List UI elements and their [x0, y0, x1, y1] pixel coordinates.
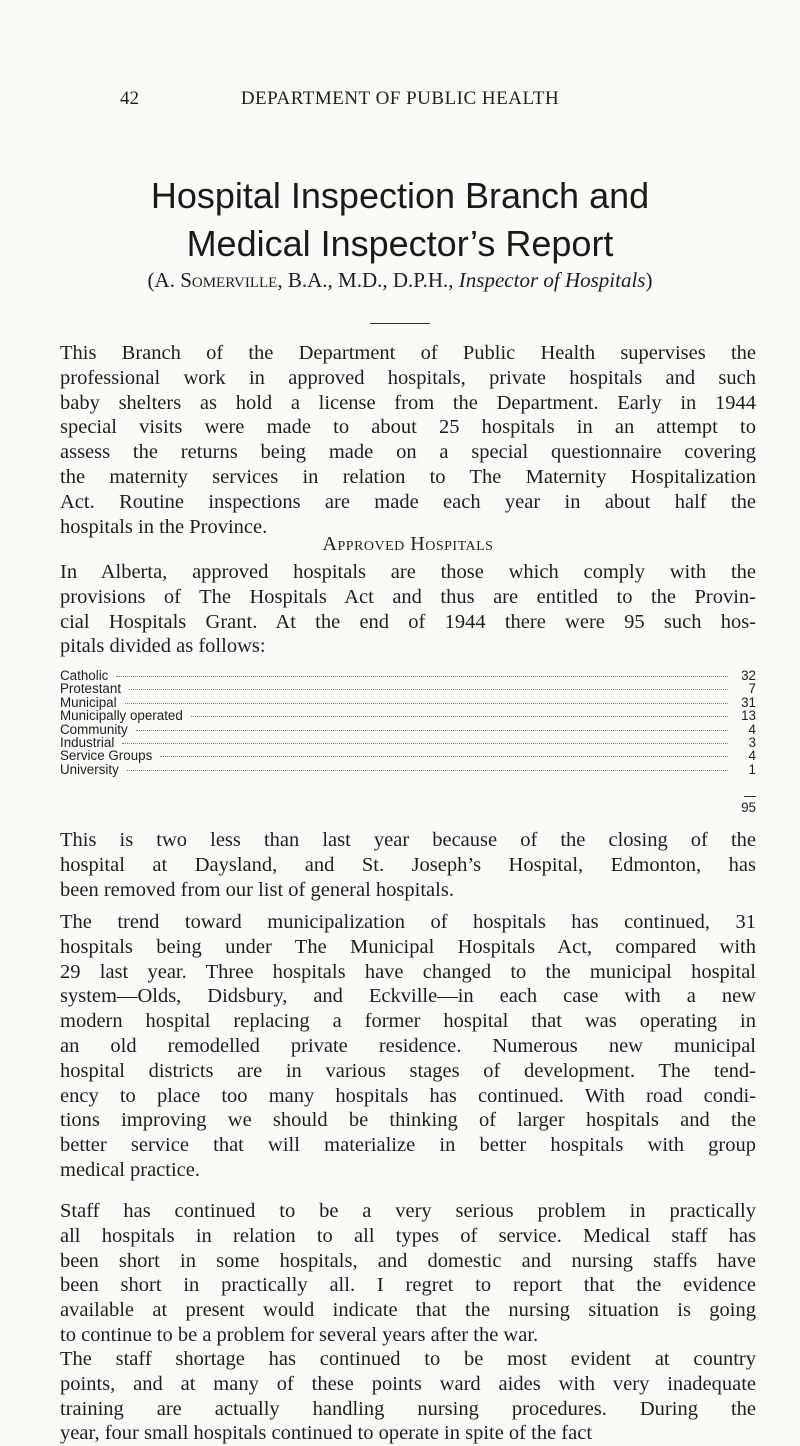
table-row	[60, 736, 756, 749]
staff-paragraph	[60, 1199, 756, 1348]
text-line: baby shelters as hold a license from the Department. Early in 1944	[60, 391, 756, 414]
text-line: pitals divided as follows:	[60, 635, 266, 658]
text-line: 29 last year. Three hospitals have changed to the municipal hospital	[60, 960, 756, 983]
category-count: 4	[748, 721, 756, 737]
category-label: Catholic	[60, 668, 109, 683]
hospital-count-table	[60, 668, 756, 815]
text-line: training are actually handling nursing procedures. During the	[60, 1397, 756, 1420]
category-label: Service Groups	[60, 748, 153, 764]
text-line: Act. Routine inspections are made each year in about half the	[60, 490, 756, 513]
category-count: 32	[741, 668, 756, 683]
category-count: 7	[748, 681, 756, 697]
text-line: hospitals being under The Municipal Hospitals Act, compared with	[60, 935, 756, 958]
text-line: provisions of The Hospitals Act and thus are entitled to the Provin-	[60, 585, 756, 608]
text-line: available at present would indicate that the nursing situation is going	[60, 1299, 756, 1322]
text-line: hospital at Daysland, and St. Joseph’s Hospital, Edmonton, has	[60, 853, 756, 876]
page-number: 42	[120, 88, 139, 109]
category-label: Protestant	[60, 681, 122, 697]
dot-leader	[125, 703, 728, 704]
dot-leader	[129, 689, 728, 690]
author-degrees: , B.A., M.D., D.P.H.,	[277, 268, 459, 292]
byline-close: )	[645, 268, 653, 292]
text-line: hospital districts are in various stages of development. The tend-	[60, 1059, 756, 1082]
text-line: professional work in approved hospitals, private hospitals and such	[60, 366, 756, 389]
text-line: This Branch of the Department of Public Health supervises the	[60, 342, 756, 364]
table-total: 95	[741, 800, 756, 815]
closing-paragraph	[60, 828, 756, 902]
text-line: been short in some hospitals, and domestic and nursing staffs have	[60, 1249, 756, 1272]
text-line: Staff has continued to be a very serious problem in practically	[60, 1200, 756, 1222]
author-byline	[40, 268, 760, 293]
category-label: Community	[60, 721, 128, 737]
text-line: system—Olds, Didsbury, and Eckville—in each case with a new	[60, 985, 756, 1008]
byline-open: (A.	[147, 268, 181, 292]
running-header	[120, 88, 680, 112]
text-line: an old remodelled private residence. Numerous new municipal	[60, 1034, 756, 1057]
text-line: to continue to be a problem for several years after the war.	[60, 1323, 539, 1346]
table-row	[60, 709, 756, 722]
text-line: The trend toward municipalization of hospitals has continued, 31	[60, 911, 756, 933]
text-line: This is two less than last year because of the closing of the	[60, 829, 756, 851]
report-title-line-2: Medical Inspector’s Report	[186, 223, 614, 264]
dot-leader	[136, 730, 728, 731]
section-heading-approved-hospitals: Approved Hospitals	[322, 533, 494, 555]
category-label: Industrial	[60, 734, 115, 750]
text-line: points, and at many of these points ward aides with very inadequate	[60, 1372, 756, 1395]
text-line: medical practice.	[60, 1158, 200, 1181]
text-line: assess the returns being made on a special questionnaire covering	[60, 441, 756, 464]
text-line: In Alberta, approved hospitals are those which comply with the	[60, 561, 756, 583]
dot-leader	[116, 676, 728, 677]
text-line: hospitals in the Province.	[60, 515, 268, 538]
text-line: cial Hospitals Grant. At the end of 1944 there were 95 such hos-	[60, 610, 756, 633]
text-line: The staff shortage has continued to be most evident at country	[60, 1348, 756, 1370]
dot-leader	[122, 743, 728, 744]
running-title: DEPARTMENT OF PUBLIC HEALTH	[240, 88, 560, 109]
report-title-line-1: Hospital Inspection Branch and	[150, 175, 650, 216]
category-count: 1	[748, 761, 756, 777]
text-line: better service that will materialize in better hospitals with group	[60, 1134, 756, 1157]
dot-leader	[191, 716, 728, 717]
category-count: 4	[748, 748, 756, 764]
text-line: all hospitals in relation to all types of service. Medical staff has	[60, 1224, 756, 1247]
text-line: ency to place too many hospitals has continued. With road condi-	[60, 1084, 756, 1107]
text-line: been removed from our list of general hospitals.	[60, 878, 454, 901]
intro-paragraph	[60, 341, 756, 539]
table-row	[60, 696, 756, 709]
category-label: University	[60, 761, 119, 777]
table-row	[60, 749, 756, 762]
text-line: tions improving we should be thinking of larger hospitals and the	[60, 1109, 756, 1132]
title-divider	[370, 323, 430, 324]
category-label: Municipally operated	[60, 708, 183, 724]
text-line: special visits were made to about 25 hospitals in an attempt to	[60, 416, 756, 439]
shortage-paragraph	[60, 1347, 756, 1446]
text-line: modern hospital replacing a former hospital that was operating in	[60, 1010, 756, 1033]
table-row	[60, 763, 756, 776]
dot-leader	[160, 756, 728, 757]
author-name: Somerville	[180, 268, 278, 292]
author-role: Inspector of Hospitals	[458, 268, 646, 292]
category-count: 13	[741, 708, 756, 724]
table-row	[60, 682, 756, 695]
total-rule	[744, 796, 756, 797]
text-line: been short in practically all. I regret to report that the evidence	[60, 1274, 756, 1297]
dot-leader	[127, 770, 728, 771]
table-row	[60, 669, 756, 682]
table-row	[60, 723, 756, 736]
text-line: the maternity services in relation to The Maternity Hospitalization	[60, 465, 756, 488]
approved-hospitals-paragraph	[60, 560, 756, 659]
category-count: 3	[748, 734, 756, 750]
text-line: year, four small hospitals continued to operate in spite of the fact	[60, 1422, 593, 1445]
category-count: 31	[741, 694, 756, 710]
trend-paragraph	[60, 910, 756, 1183]
category-label: Municipal	[60, 694, 117, 710]
